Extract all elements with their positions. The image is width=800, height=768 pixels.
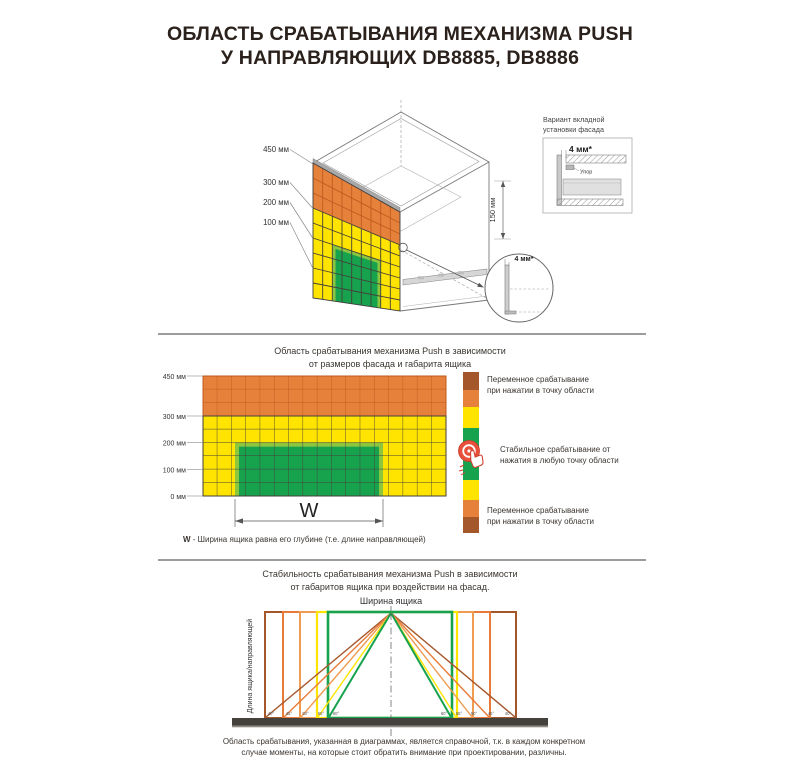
zone-chart-title-line1: Область срабатывания механизма Push в зависимости	[274, 346, 506, 356]
page-title-line1: ОБЛАСТЬ СРАБАТЫВАНИЯ МЕХАНИЗМА PUSH	[166, 23, 634, 45]
zone-chart-title-line2: от размеров фасада и габарита ящика	[308, 359, 472, 369]
legend-mid-text	[500, 445, 619, 466]
dim-200-label: 200 мм	[263, 198, 289, 207]
legend-seg-yellow-bottom	[463, 480, 479, 500]
legend-mid-line1: Стабильное срабатывание от	[500, 445, 611, 454]
fan-chart-title-line1: Стабильность срабатывания механизма Push в зависимости	[262, 569, 518, 579]
fan-lines	[266, 613, 515, 717]
angle-left-40: 40°	[267, 711, 275, 716]
legend-bottom-text	[487, 506, 594, 527]
page-title-line2: У НАПРАВЛЯЮЩИХ DB8885, DB8886	[220, 47, 580, 69]
angle-left-45: 45°	[285, 711, 293, 716]
dim-450-label: 450 мм	[263, 145, 289, 154]
facade-height-leaders	[290, 150, 313, 269]
dim-300-label: 300 мм	[263, 178, 289, 187]
press-hand-icon	[455, 436, 497, 480]
legend-seg-brown-bottom	[463, 517, 479, 533]
dim-150	[488, 181, 511, 239]
angle-right-40: 40°	[504, 711, 512, 716]
footer-note-line1: Область срабатывания, указанная в диаграммах, является справочной, т.к. в каждом конкретном	[222, 737, 586, 746]
legend-top-line1: Переменное срабатывание	[487, 375, 589, 384]
tick-300: 300 мм	[162, 414, 186, 421]
legend-seg-orange-top	[463, 390, 479, 407]
dim-150-label: 150 мм	[488, 197, 497, 223]
section-separator-2	[158, 559, 646, 561]
baseline-bar-shadow	[232, 726, 548, 728]
width-dimension	[235, 499, 383, 527]
press-motion-ticks	[459, 465, 465, 475]
legend-top-text	[487, 375, 594, 396]
baseline-bar	[232, 718, 548, 726]
fan-chart-title-line2: от габаритов ящика при воздействии на фасад.	[290, 582, 490, 592]
legend-seg-orange-bottom	[463, 500, 479, 517]
zone-rectangles	[265, 612, 516, 718]
footer-note-line2: случае моменты, на которые стоит обратить внимание при проектировании, различны.	[241, 748, 567, 757]
width-footnote-bold: W	[183, 535, 191, 544]
legend-bottom-line1: Переменное срабатывание	[487, 506, 589, 515]
section-separator-1	[158, 333, 646, 335]
page-title	[0, 22, 800, 70]
legend-seg-brown-top	[463, 372, 479, 390]
fan-chart-title	[0, 568, 780, 594]
angle-right-60: 60°	[440, 711, 448, 716]
fan-chart-figure	[225, 593, 570, 745]
angle-left-55: 55°	[317, 711, 325, 716]
tick-0: 0 мм	[170, 494, 186, 501]
box-width-label: Ширина ящика	[359, 596, 423, 606]
angle-right-55: 55°	[455, 711, 463, 716]
angle-right-50: 50°	[470, 711, 478, 716]
width-footnote-text: - Ширина ящика равна его глубине (т.е. длине направляющей)	[190, 535, 426, 544]
legend-seg-yellow-top	[463, 407, 479, 428]
tick-100: 100 мм	[162, 467, 186, 475]
legend-mid-line2: нажатия в любую точку области	[500, 455, 619, 465]
dim-100-label: 100 мм	[263, 218, 289, 227]
isometric-drawer-figure	[150, 95, 730, 340]
inset-detail-box	[543, 115, 632, 213]
inset-gap-label: 4 мм*	[569, 144, 592, 154]
legend-top-line2: при нажатии в точку области	[487, 385, 595, 395]
inset-stop-label: Упор	[580, 169, 593, 176]
inset-title-line2: установки фасада	[543, 125, 604, 134]
detail-circle-gap-label: 4 мм*	[514, 256, 534, 263]
angle-labels	[268, 711, 512, 716]
zone-chart-y-ticks	[163, 374, 203, 501]
drawer-length-axis-label: Длина ящика/направляющей	[247, 618, 254, 714]
detail-circle	[485, 254, 553, 322]
angle-left-50: 50°	[302, 711, 309, 716]
inset-title-line1: Вариант вкладной	[543, 115, 605, 124]
facade-height-labels	[263, 145, 289, 227]
width-dimension-label: W	[299, 500, 319, 522]
legend-bottom-line2: при нажатии в точку области	[487, 516, 595, 526]
zone-grid	[203, 376, 446, 496]
angle-right-45: 45°	[487, 711, 495, 716]
angle-left-60: 60°	[332, 711, 340, 716]
tick-200: 200 мм	[162, 440, 186, 448]
zone-chart-figure	[160, 340, 460, 555]
tick-450: 450 мм	[162, 374, 186, 381]
